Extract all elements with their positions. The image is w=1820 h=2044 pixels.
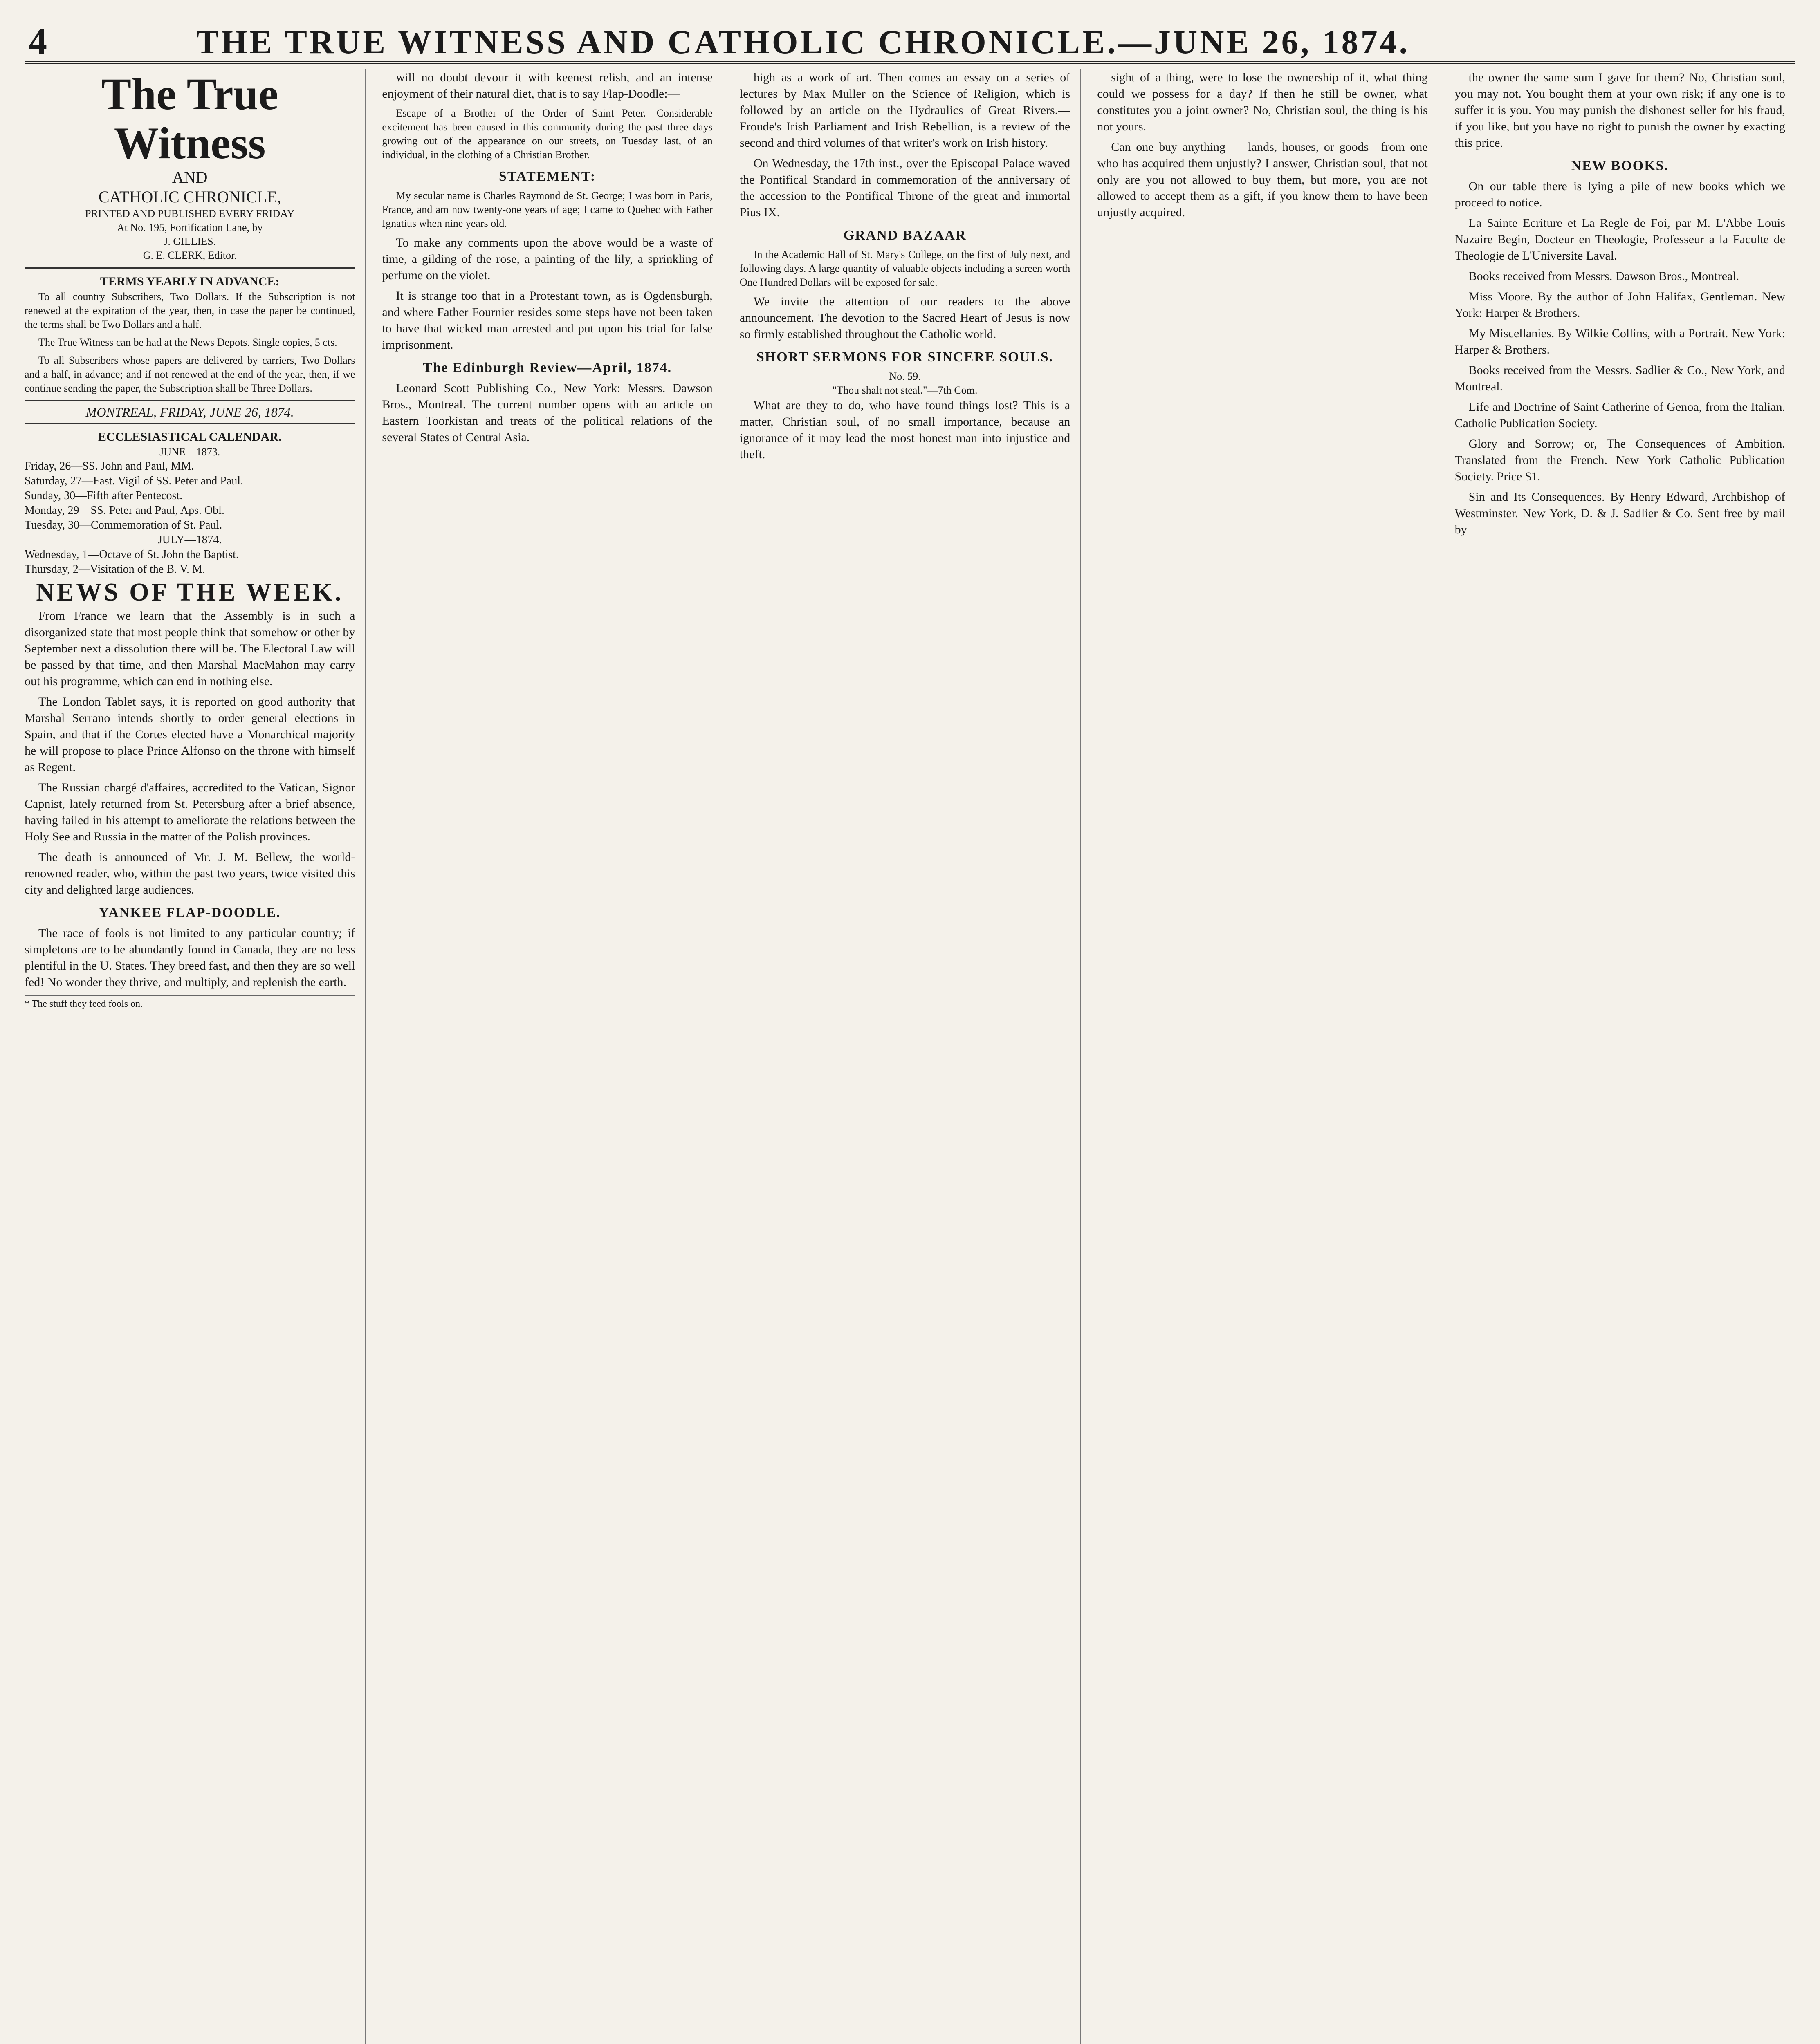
terms-paragraph: To all country Subscribers, Two Dollars. If the Subscription is not renewed at the expiration of the year, then, in case the paper be continued, the terms shall be Two Dollars and a half.	[25, 291, 355, 330]
article-paragraph: Sin and Its Consequences. By Henry Edward, Archbishop of Westminster. New York, D. & J. Sadlier & Co. Sent free by mail by	[1454, 490, 1786, 536]
editor: G. E. CLERK, Editor.	[143, 249, 237, 261]
column-1	[25, 69, 366, 2044]
calendar-item: Tuesday, 30—Commemoration of St. Paul.	[25, 519, 222, 531]
news-heading: NEWS OF THE WEEK.	[36, 578, 344, 606]
section-heading: YANKEE FLAP-DOODLE.	[99, 905, 281, 920]
article-paragraph: On our table there is lying a pile of new books which we proceed to notice.	[1454, 179, 1786, 209]
article-paragraph: The race of fools is not limited to any particular country; if simpletons are to be abundantly found in Canada, they are no less plentiful in the U. States. They breed fast, and then they are so well fed! No wonder they thrive, and multiply, and replenish the earth.	[25, 926, 355, 989]
masthead-title: THE TRUE WITNESS AND CATHOLIC CHRONICLE.—JUNE 26, 1874.	[196, 23, 1410, 61]
article-paragraph: Life and Doctrine of Saint Catherine of Genoa, from the Italian. Catholic Publication Society.	[1454, 400, 1786, 430]
paper-name: The True Witness	[101, 69, 278, 168]
article-paragraph: Escape of a Brother of the Order of Saint Peter.—Considerable excitement has been caused in this community during the past three days growing out of the appearance on our streets, on Tuesday last, of an individual, in the clothing of a Christian Brother.	[382, 107, 713, 161]
article-paragraph: Books received from the Messrs. Sadlier & Co., New York, and Montreal.	[1454, 363, 1786, 393]
section-heading: NEW BOOKS.	[1571, 158, 1669, 173]
article-paragraph: Glory and Sorrow; or, The Consequences of Ambition. Translated from the French. New York Catholic Publication Society. Price $1.	[1454, 437, 1786, 483]
calendar-item: Thursday, 2—Visitation of the B. V. M.	[25, 563, 205, 576]
terms-paragraph: To all Subscribers whose papers are delivered by carriers, Two Dollars and a half, in advance; and if not renewed at the end of the year, then, if we continue sending the paper, the Subscription shall be Three Dollars.	[25, 354, 355, 394]
article-paragraph: In the Academic Hall of St. Mary's College, on the first of July next, and following days. A large quantity of valuable objects including a screen worth One Hundred Dollars will be exposed for sale.	[739, 249, 1070, 288]
news-paragraph: The Russian chargé d'affaires, accredited to the Vatican, Signor Capnist, lately returned from St. Petersburg after a brief absence, having failed in his attempt to ameliorate the relations between the Holy See and Russia in the matter of the Polish provinces.	[25, 781, 355, 843]
paper-and: AND	[172, 168, 208, 186]
section-heading: GRAND BAZAAR	[843, 228, 967, 243]
terms-heading: TERMS YEARLY IN ADVANCE:	[100, 275, 280, 288]
column-2	[382, 69, 723, 2044]
calendar-item: Saturday, 27—Fast. Vigil of SS. Peter and Paul.	[25, 475, 243, 487]
calendar-item: Sunday, 30—Fifth after Pentecost.	[25, 489, 183, 502]
nameplate	[25, 69, 355, 269]
article-columns	[25, 69, 1795, 2044]
article-paragraph: sight of a thing, were to lose the ownership of it, what thing could we possess for a day? If then he still be owner, what constitutes you a joint owner? No, Christian soul, the thing is his not yours.	[1097, 71, 1428, 133]
news-paragraph: From France we learn that the Assembly is in such a disorganized state that most people think that somehow or other by September next a dissolution there will be. The Electoral Law will be passed by that time, and then Marshal MacMahon may carry out his programme, which can end in nothing else.	[25, 609, 355, 688]
calendar-sub: JUNE—1873.	[159, 446, 220, 458]
article-paragraph: We invite the attention of our readers to the above announcement. The devotion to the Sacred Heart of Jesus is now so firmly established throughout the Catholic world.	[739, 295, 1070, 341]
article-paragraph: Books received from Messrs. Dawson Bros., Montreal.	[1468, 269, 1739, 283]
calendar-list	[25, 459, 355, 577]
calendar-heading: ECCLESIASTICAL CALENDAR.	[98, 430, 282, 444]
terms-paragraph: The True Witness can be had at the News Depots. Single copies, 5 cts.	[38, 336, 337, 348]
column-3	[740, 69, 1081, 2044]
sermon-text: "Thou shalt not steal."—7th Com.	[832, 384, 978, 396]
column-5	[1455, 69, 1795, 2044]
section-heading: The Edinburgh Review—April, 1874.	[423, 360, 672, 375]
article-paragraph: La Sainte Ecriture et La Regle de Foi, par M. L'Abbe Louis Nazaire Begin, Docteur en Theologie, Professeur a la Faculte de Theologie de L'Universite Laval.	[1454, 216, 1786, 262]
article-paragraph: To make any comments upon the above would be a waste of time, a gilding of the rose, a painting of the lily, a sprinkling of perfume on the violet.	[382, 236, 713, 282]
article-paragraph: the owner the same sum I gave for them? No, Christian soul, you may not. You bought them at your own risk; if any one is to suffer it is you. You may punish the dishonest seller for his fraud, if you like, but you have no right to punish the owner by exacting this price.	[1454, 71, 1786, 150]
article-paragraph: My secular name is Charles Raymond de St. George; I was born in Paris, France, and am now twenty-one years of age; I came to Quebec with Father Ignatius when nine years old.	[382, 190, 713, 229]
publisher: J. GILLIES.	[164, 235, 216, 247]
article-paragraph: will no doubt devour it with keenest relish, and an intense enjoyment of their natural diet, that is to say Flap-Doodle:—	[382, 71, 713, 101]
news-paragraph: The London Tablet says, it is reported on good authority that Marshal Serrano intends shortly to order general elections in Spain, and that if the Cortes elected have a Monarchical majority he will propose to place Prince Alfonso on the throne with himself as Regent.	[25, 695, 355, 774]
sermon-number: No. 59.	[889, 370, 921, 382]
address: At No. 195, Fortification Lane, by	[117, 222, 263, 233]
article-paragraph: Miss Moore. By the author of John Halifax, Gentleman. New York: Harper & Brothers.	[1454, 290, 1786, 320]
column-4	[1097, 69, 1438, 2044]
calendar-item: JULY—1874.	[157, 533, 222, 546]
page-number: 4	[29, 21, 47, 62]
section-heading: STATEMENT:	[498, 169, 596, 184]
article-paragraph: What are they to do, who have found things lost? This is a matter, Christian soul, of no small importance, because an ignorance of it may lead the most honest man into injustice and theft.	[739, 399, 1070, 461]
paper-subtitle: CATHOLIC CHRONICLE,	[98, 188, 281, 206]
article-paragraph: Leonard Scott Publishing Co., New York: Messrs. Dawson Bros., Montreal. The current number opens with an article on Eastern Toorkistan and treats of the political relations of the several States of Central Asia.	[382, 381, 713, 444]
dateline: MONTREAL, FRIDAY, JUNE 26, 1874.	[25, 400, 355, 424]
article-paragraph: It is strange too that in a Protestant town, as is Ogdensburgh, and where Father Fournier resides some steps have not been taken to have that wicked man arrested and put upon his trial for false imprisonment.	[382, 289, 713, 352]
news-paragraph: The death is announced of Mr. J. M. Bellew, the world-renowned reader, who, within the past two years, twice visited this city and delighted large audiences.	[25, 850, 355, 896]
article-paragraph: My Miscellanies. By Wilkie Collins, with a Portrait. New York: Harper & Brothers.	[1454, 327, 1786, 356]
section-heading: SHORT SERMONS FOR SINCERE SOULS.	[756, 350, 1054, 365]
footnote: * The stuff they feed fools on.	[25, 995, 355, 1010]
article-paragraph: Can one buy anything — lands, houses, or goods—from one who has acquired them unjustly? I answer, Christian soul, that not only are you not allowed to buy them, but more, you are not allowed to accept them as a gift, if you know them to have been unjustly acquired.	[1097, 140, 1428, 219]
calendar-item: Friday, 26—SS. John and Paul, MM.	[25, 460, 194, 473]
calendar-item: Monday, 29—SS. Peter and Paul, Aps. Obl.	[25, 504, 224, 517]
masthead	[25, 16, 1795, 64]
article-paragraph: On Wednesday, the 17th inst., over the Episcopal Palace waved the Pontifical Standard in commemoration of the anniversary of the accession to the Pontifical Throne of the great and immortal Pius IX.	[739, 157, 1070, 219]
calendar-item: Wednesday, 1—Octave of St. John the Baptist.	[25, 548, 239, 561]
article-paragraph: high as a work of art. Then comes an essay on a series of lectures by Max Muller on the Science of Religion, which is followed by an article on the Hydraulics of Great Rivers.—Froude's Irish Parliament and Irish Rebellion, is a review of the second and third volumes of that writer's work on Irish history.	[739, 71, 1070, 150]
imprint: PRINTED AND PUBLISHED EVERY FRIDAY	[85, 208, 295, 220]
